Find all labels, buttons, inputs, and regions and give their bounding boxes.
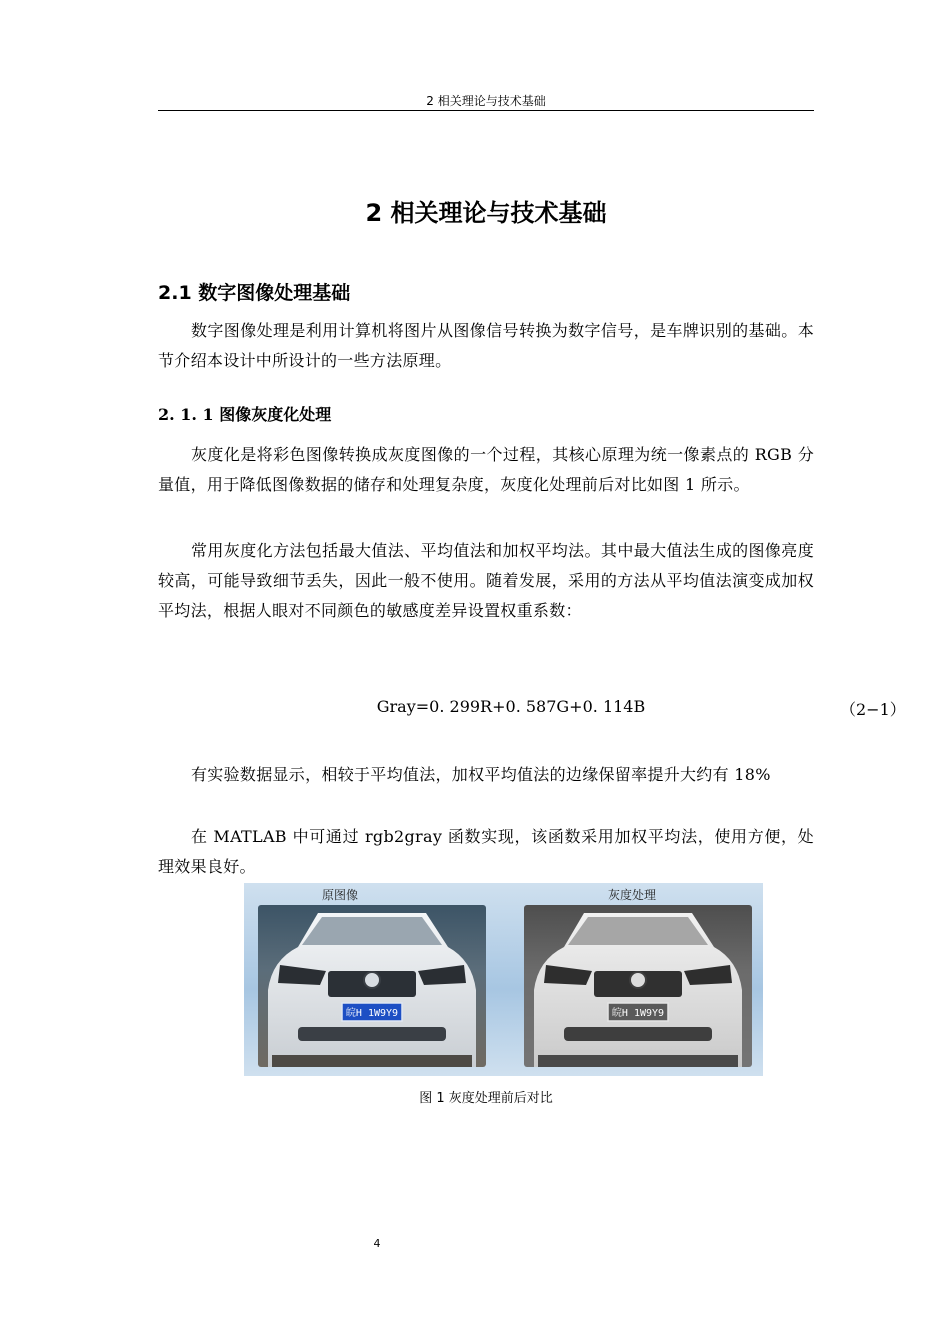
- equation-formula: Gray=0. 299R+0. 587G+0. 114B: [376, 697, 646, 716]
- original-car-image: [258, 905, 486, 1067]
- original-plate-text: 皖H 1W9Y9: [345, 1008, 399, 1019]
- chapter-title: 2 相关理论与技术基础: [365, 199, 607, 227]
- section-title: 2.1 数字图像处理基础: [158, 282, 351, 304]
- grayscale-image-label: 灰度处理: [608, 888, 657, 902]
- paragraph-matlab: 在 MATLAB 中可通过 rgb2gray 函数实现，该函数采用加权平均法，使用方便，处理效果良好。: [158, 827, 814, 876]
- original-image-label: 原图像: [322, 888, 359, 902]
- running-header: 2 相关理论与技术基础: [426, 94, 546, 108]
- header-rule: [158, 110, 814, 111]
- paragraph-intro: 数字图像处理是利用计算机将图片从图像信号转换为数字信号，是车牌识别的基础。本节介绍本设计中所设计的一些方法原理。: [158, 321, 814, 370]
- equation-number: （2−1）: [840, 700, 906, 719]
- page-number: 4: [373, 1237, 381, 1250]
- paragraph-grayscale-definition: 灰度化是将彩色图像转换成灰度图像的一个过程，其核心原理为统一像素点的 RGB 分量值，用于降低图像数据的储存和处理复杂度，灰度化处理前后对比如图 1 所示。: [158, 445, 814, 494]
- figure-caption: 图 1 灰度处理前后对比: [419, 1091, 553, 1106]
- paragraph-grayscale-methods: 常用灰度化方法包括最大值法、平均值法和加权平均法。其中最大值法生成的图像亮度较高，可能导致细节丢失，因此一般不使用。随着发展，采用的方法从平均值法演变成加权平均法，根据人眼对不同颜色的敏感度差异设置权重系数：: [158, 541, 814, 620]
- paragraph-experiment: 有实验数据显示，相较于平均值法，加权平均值法的边缘保留率提升大约有 18%: [191, 765, 771, 784]
- figure-grayscale-comparison: [244, 883, 763, 1076]
- subsection-title: 2. 1. 1 图像灰度化处理: [158, 405, 332, 424]
- grayscale-car-image: [524, 905, 752, 1067]
- grayscale-plate-text: 皖H 1W9Y9: [611, 1008, 665, 1019]
